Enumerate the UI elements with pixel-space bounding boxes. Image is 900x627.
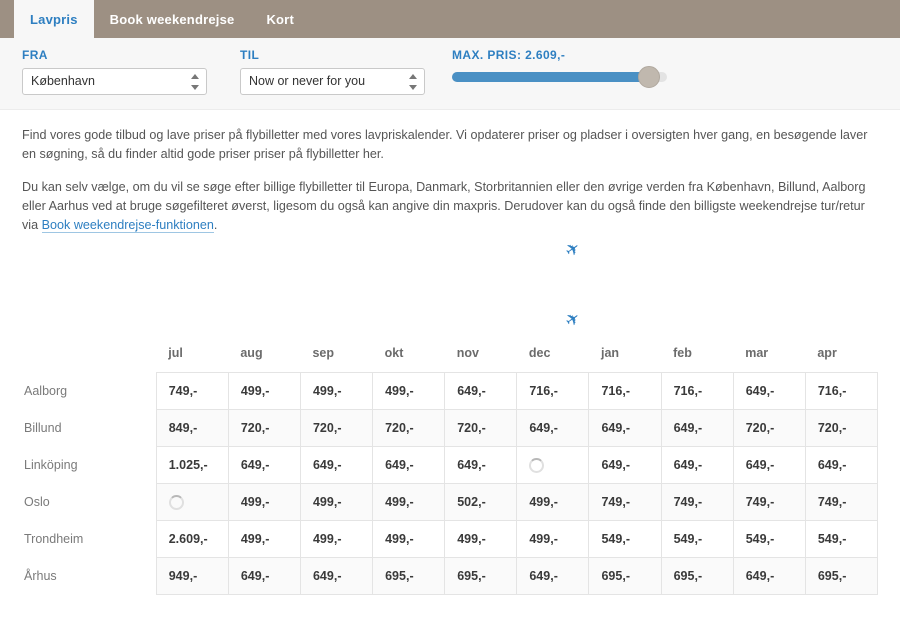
price-cell[interactable]: 649,- (228, 558, 300, 595)
row-header-århus: Århus (22, 558, 156, 595)
price-cell[interactable]: 649,- (228, 447, 300, 484)
intro-paragraph-2 (22, 178, 878, 235)
price-cell[interactable]: 502,- (445, 484, 517, 521)
price-cell[interactable]: 695,- (661, 558, 733, 595)
column-header-sep: sep (300, 340, 372, 373)
price-cell[interactable]: 849,- (156, 410, 228, 447)
column-header-jul: jul (156, 340, 228, 373)
price-cell[interactable]: 695,- (445, 558, 517, 595)
max-price-field (452, 48, 672, 82)
price-table-wrapper (22, 340, 878, 595)
price-cell[interactable]: 720,- (373, 410, 445, 447)
column-header-feb: feb (661, 340, 733, 373)
price-table-head (22, 340, 878, 373)
price-cell[interactable]: 716,- (661, 373, 733, 410)
table-row (22, 484, 878, 521)
price-cell[interactable]: 749,- (589, 484, 661, 521)
max-price-slider[interactable] (452, 72, 667, 82)
table-row (22, 447, 878, 484)
slider-handle[interactable] (638, 66, 660, 88)
price-cell[interactable] (517, 447, 589, 484)
price-cell[interactable]: 649,- (661, 410, 733, 447)
loading-spinner-icon (169, 495, 184, 510)
slider-fill (452, 72, 648, 82)
price-table (22, 340, 878, 595)
column-header-dec: dec (517, 340, 589, 373)
price-cell[interactable]: 649,- (589, 410, 661, 447)
price-cell[interactable]: 549,- (805, 521, 877, 558)
price-cell[interactable]: 499,- (445, 521, 517, 558)
price-table-header-row (22, 340, 878, 373)
price-cell[interactable]: 720,- (228, 410, 300, 447)
row-header-linköping: Linköping (22, 447, 156, 484)
column-header-apr: apr (805, 340, 877, 373)
price-cell[interactable]: 649,- (373, 447, 445, 484)
from-label: FRA (22, 48, 48, 62)
price-cell[interactable]: 1.025,- (156, 447, 228, 484)
price-cell[interactable]: 649,- (517, 558, 589, 595)
from-field (22, 48, 207, 95)
price-cell[interactable]: 716,- (517, 373, 589, 410)
tab-bar (0, 0, 900, 38)
price-cell[interactable]: 499,- (300, 521, 372, 558)
tab-book-weekendrejse[interactable]: Book weekendrejse (109, 11, 235, 27)
price-cell[interactable]: 499,- (373, 484, 445, 521)
price-cell[interactable]: 499,- (300, 373, 372, 410)
price-cell[interactable]: 649,- (300, 558, 372, 595)
price-cell[interactable]: 720,- (300, 410, 372, 447)
price-cell[interactable]: 720,- (733, 410, 805, 447)
intro-content (0, 110, 900, 235)
price-cell[interactable]: 749,- (156, 373, 228, 410)
price-cell[interactable]: 499,- (517, 521, 589, 558)
column-header-jan: jan (589, 340, 661, 373)
plane-icon: ✈ (561, 307, 585, 332)
price-cell[interactable]: 499,- (373, 521, 445, 558)
to-field (240, 48, 425, 95)
price-cell[interactable]: 2.609,- (156, 521, 228, 558)
price-cell[interactable]: 720,- (445, 410, 517, 447)
plane-icon: ✈ (561, 237, 585, 262)
filter-bar (0, 38, 900, 110)
table-row (22, 410, 878, 447)
from-select-value: København (31, 74, 95, 88)
to-select-value: Now or never for you (249, 74, 366, 88)
price-cell[interactable]: 499,- (373, 373, 445, 410)
price-cell[interactable]: 649,- (300, 447, 372, 484)
price-cell[interactable]: 499,- (517, 484, 589, 521)
price-cell[interactable]: 549,- (661, 521, 733, 558)
book-weekendrejse-link[interactable]: Book weekendrejse-funktionen (41, 218, 214, 232)
price-cell[interactable]: 549,- (733, 521, 805, 558)
chevron-updown-icon (190, 74, 199, 90)
price-cell[interactable]: 499,- (228, 373, 300, 410)
price-cell[interactable] (156, 484, 228, 521)
price-cell[interactable]: 949,- (156, 558, 228, 595)
price-cell[interactable]: 716,- (805, 373, 877, 410)
price-cell[interactable]: 749,- (733, 484, 805, 521)
column-header-mar: mar (733, 340, 805, 373)
table-corner (22, 340, 156, 373)
chevron-updown-icon (408, 74, 417, 90)
from-select[interactable] (22, 68, 207, 95)
price-cell[interactable]: 649,- (661, 447, 733, 484)
loading-spinner-icon (529, 458, 544, 473)
row-header-oslo: Oslo (22, 484, 156, 521)
price-cell[interactable]: 749,- (805, 484, 877, 521)
intro-paragraph-1: Find vores gode tilbud og lave priser på flybilletter med vores lavpriskalender. Vi opdaterer priser og pladser i oversigten hver gang, en besøgende laver en søgning, så du finder altid gode priser priser på flybilletter her. (22, 128, 868, 161)
price-cell[interactable]: 649,- (733, 447, 805, 484)
price-cell[interactable]: 499,- (300, 484, 372, 521)
price-cell[interactable]: 720,- (805, 410, 877, 447)
table-row (22, 558, 878, 595)
price-cell[interactable]: 649,- (445, 447, 517, 484)
tab-kort[interactable]: Kort (266, 11, 294, 27)
row-header-aalborg: Aalborg (22, 373, 156, 410)
price-cell[interactable]: 649,- (517, 410, 589, 447)
row-header-billund: Billund (22, 410, 156, 447)
table-row (22, 373, 878, 410)
price-table-body (22, 373, 878, 595)
intro-paragraph-2-text: Du kan selv vælge, om du vil se søge efter billige flybilletter til Europa, Danmark, Storbritannien eller den øvrige verden fra København, Billund, Aalborg eller Aarhus ved at bruge søgefilteret øverst, ligesom du også kan angive din maxpris. Derudover kan du også finde den billigste weekendrejse tur/retur via (22, 180, 866, 232)
column-header-okt: okt (373, 340, 445, 373)
price-cell[interactable]: 695,- (805, 558, 877, 595)
tab-lavpris[interactable]: Lavpris (14, 0, 94, 38)
price-cell[interactable]: 649,- (805, 447, 877, 484)
price-cell[interactable]: 499,- (228, 521, 300, 558)
intro-paragraph-2-tail: . (213, 218, 218, 232)
row-header-trondheim: Trondheim (22, 521, 156, 558)
price-cell[interactable]: 549,- (589, 521, 661, 558)
price-cell[interactable]: 716,- (589, 373, 661, 410)
column-header-aug: aug (228, 340, 300, 373)
to-label: TIL (240, 48, 260, 62)
price-cell[interactable]: 649,- (589, 447, 661, 484)
column-header-nov: nov (445, 340, 517, 373)
price-cell[interactable]: 695,- (589, 558, 661, 595)
price-cell[interactable]: 749,- (661, 484, 733, 521)
to-select[interactable] (240, 68, 425, 95)
max-price-label: MAX. PRIS: 2.609,- (452, 48, 566, 62)
price-cell[interactable]: 695,- (373, 558, 445, 595)
table-row (22, 521, 878, 558)
price-cell[interactable]: 499,- (228, 484, 300, 521)
price-cell[interactable]: 649,- (445, 373, 517, 410)
price-cell[interactable]: 649,- (733, 373, 805, 410)
price-cell[interactable]: 649,- (733, 558, 805, 595)
